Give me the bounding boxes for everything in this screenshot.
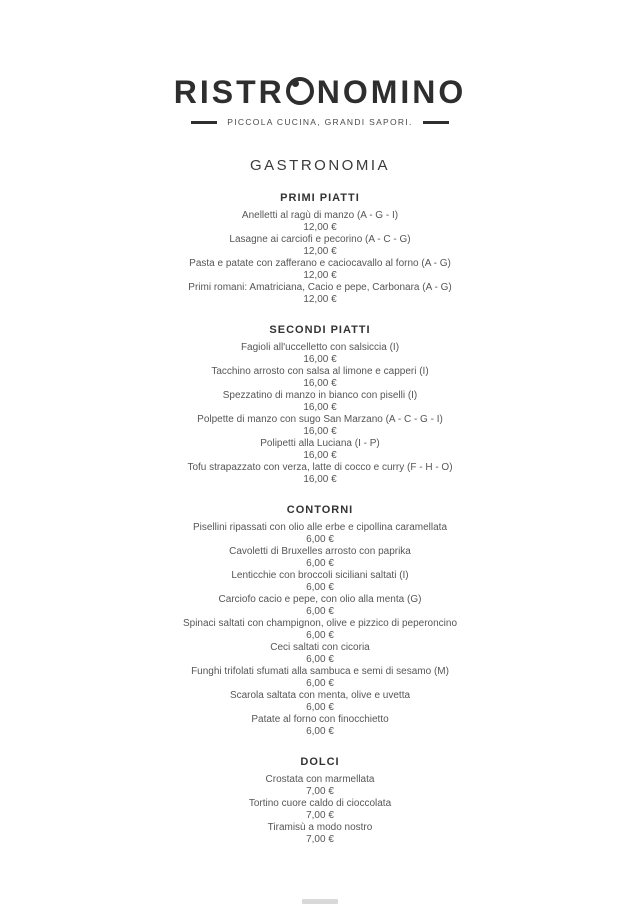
- menu-item-name: Tofu strapazzato con verza, latte di cocco e curry (F - H - O): [187, 462, 453, 473]
- menu-item: [60, 714, 580, 738]
- section-title: SECONDI PIATTI: [269, 324, 371, 336]
- menu-item: [60, 642, 580, 666]
- menu-item-name: Pisellini ripassati con olio alle erbe e cipollina caramellata: [192, 522, 448, 533]
- page-title: GASTRONOMIA: [249, 157, 390, 174]
- menu-item: [60, 522, 580, 546]
- menu-item: [60, 690, 580, 714]
- menu-item-price: 6,00 €: [306, 654, 334, 665]
- menu-item-price: 7,00 €: [306, 834, 334, 845]
- menu-item-price: 6,00 €: [306, 678, 334, 689]
- menu-item-name: Lenticchie con broccoli siciliani saltati (I): [231, 570, 409, 581]
- menu-item-price: 6,00 €: [306, 726, 334, 737]
- menu-item-price: 6,00 €: [306, 606, 334, 617]
- menu-item: [60, 666, 580, 690]
- menu-item-price: 6,00 €: [306, 558, 334, 569]
- menu-item-price: 16,00 €: [303, 354, 337, 365]
- menu-item-price: 7,00 €: [306, 786, 334, 797]
- menu-section: [0, 756, 640, 846]
- menu-item-price: 12,00 €: [303, 270, 337, 281]
- menu-item: [60, 570, 580, 594]
- menu-item: [60, 210, 580, 234]
- cut-off-footer-fragment: [302, 899, 338, 904]
- logo: [0, 76, 640, 127]
- menu-item-price: 6,00 €: [306, 582, 334, 593]
- menu-item-price: 12,00 €: [303, 246, 337, 257]
- menu-sections: [0, 192, 640, 846]
- menu-item-price: 7,00 €: [306, 810, 334, 821]
- menu-item-name: Ceci saltati con cicoria: [270, 642, 370, 653]
- menu-item-price: 16,00 €: [303, 426, 337, 437]
- menu-item-price: 6,00 €: [306, 702, 334, 713]
- menu-item-name: Tortino cuore caldo di cioccolata: [248, 798, 392, 809]
- menu-item: [60, 414, 580, 438]
- menu-item-name: Tiramisù a modo nostro: [267, 822, 373, 833]
- tagline-left-bar: [191, 121, 217, 124]
- menu-item-name: Fagioli all'uccelletto con salsiccia (I): [240, 342, 400, 353]
- menu-item-name: Polpette di manzo con sugo San Marzano (A - C - G - I): [197, 414, 443, 425]
- menu-item: [60, 438, 580, 462]
- logo-text-right: NOMINO: [316, 74, 467, 110]
- menu-item-price: 6,00 €: [306, 630, 334, 641]
- menu-item: [60, 822, 580, 846]
- menu-item: [60, 366, 580, 390]
- menu-item-name: Anelletti al ragù di manzo (A - G - I): [241, 210, 399, 221]
- menu-item-name: Tacchino arrosto con salsa al limone e capperi (I): [211, 366, 429, 377]
- menu-item: [60, 282, 580, 306]
- menu-item: [60, 462, 580, 486]
- menu-item-name: Pasta e patate con zafferano e caciocavallo al forno (A - G): [189, 258, 451, 269]
- menu-item-price: 12,00 €: [303, 222, 337, 233]
- menu-item: [60, 258, 580, 282]
- menu-item-price: 12,00 €: [303, 294, 337, 305]
- menu-item-name: Spezzatino di manzo in bianco con piselli (I): [222, 390, 418, 401]
- menu-item: [60, 342, 580, 366]
- menu-item-name: Spinaci saltati con champignon, olive e pizzico di peperoncino: [182, 618, 458, 629]
- menu-item-name: Patate al forno con finocchietto: [251, 714, 389, 725]
- menu-section: [0, 504, 640, 738]
- menu-item: [60, 618, 580, 642]
- menu-item: [60, 234, 580, 258]
- menu-item: [60, 798, 580, 822]
- menu-section: [0, 324, 640, 486]
- tagline-right-bar: [423, 121, 449, 124]
- menu-item-name: Primi romani: Amatriciana, Cacio e pepe, Carbonara (A - G): [188, 282, 452, 293]
- menu-item-price: 16,00 €: [303, 378, 337, 389]
- menu-item-name: Funghi trifolati sfumati alla sambuca e semi di sesamo (M): [191, 666, 449, 677]
- menu-item: [60, 774, 580, 798]
- menu-item-name: Lasagne ai carciofi e pecorino (A - C - G): [229, 234, 411, 245]
- menu-item: [60, 594, 580, 618]
- menu-item-price: 16,00 €: [303, 474, 337, 485]
- menu-item: [60, 546, 580, 570]
- tagline-row: [0, 117, 640, 127]
- menu-item-name: Crostata con marmellata: [265, 774, 375, 785]
- section-title: CONTORNI: [286, 504, 354, 516]
- tagline: PICCOLA CUCINA, GRANDI SAPORI.: [227, 117, 413, 127]
- menu-item: [60, 390, 580, 414]
- menu-item-name: Polipetti alla Luciana (I - P): [260, 438, 380, 449]
- logo-wordmark: [0, 76, 640, 108]
- menu-item-name: Cavoletti di Bruxelles arrosto con paprika: [229, 546, 411, 557]
- menu-item-price: 16,00 €: [303, 402, 337, 413]
- section-title: DOLCI: [300, 756, 340, 768]
- menu-item-name: Carciofo cacio e pepe, con olio alla menta (G): [218, 594, 422, 605]
- menu-section: [0, 192, 640, 306]
- menu-item-name: Scarola saltata con menta, olive e uvetta: [229, 690, 411, 701]
- plate-logo-icon: [286, 77, 314, 105]
- logo-text-left: RISTR: [173, 74, 285, 110]
- menu-item-price: 6,00 €: [306, 534, 334, 545]
- menu-item-price: 16,00 €: [303, 450, 337, 461]
- section-title: PRIMI PIATTI: [280, 192, 360, 204]
